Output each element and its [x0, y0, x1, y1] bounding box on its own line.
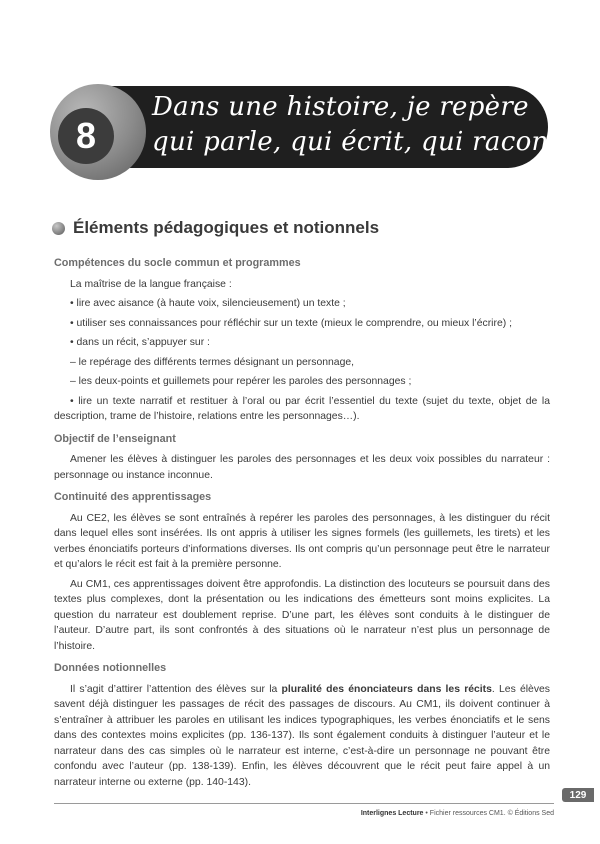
page-number: 129: [562, 788, 594, 802]
competence-item: • utiliser ses connaissances pour réfléchir sur un texte (mieux le comprendre, ou mieux l’écrire) ;: [70, 317, 512, 329]
footer-divider: [54, 803, 554, 804]
donnees-heading: Données notionnelles: [54, 662, 167, 674]
competence-item: – le repérage des différents termes désignant un personnage,: [70, 356, 355, 368]
footer-credit: [300, 810, 554, 817]
section-title-text: Éléments pédagogiques et notionnels: [73, 218, 380, 237]
continuite-paragraph-1: Au CE2, les élèves se sont entraînés à repérer les paroles des personnages, à les distinguer du récit dans lequel elles sont insérées. Ils ont appris à utiliser les signes formels (les guillemets, les tirets) et les verbes énonciatifs porteurs d’informations diverses. Ils ont compris qu’un personnage peut être le narrateur et qu’alors le récit est fait à la première personne.: [54, 512, 550, 570]
objectif-text: Amener les élèves à distinguer les paroles des personnages et les deux voix possibles du narrateur : personnage ou instance inconnue.: [54, 454, 550, 481]
footer-brand: Interlignes Lecture: [360, 810, 424, 817]
competence-item: • lire un texte narratif et restituer à l’oral ou par écrit l’essentiel du texte (sujet du texte, objet de la description, trame de l’histoire, relations entre les personnages…).: [54, 395, 550, 422]
competences-intro: La maîtrise de la langue française :: [70, 278, 232, 290]
objectif-heading: Objectif de l’enseignant: [54, 432, 176, 445]
competences-heading: Compétences du socle commun et programmes: [54, 257, 301, 269]
chapter-title: [152, 90, 576, 160]
section-title: [52, 218, 379, 238]
sphere-bullet-icon: [52, 222, 65, 235]
competence-item: – les deux-points et guillemets pour repérer les paroles des personnages ;: [70, 376, 412, 387]
continuite-heading: Continuité des apprentissages: [54, 491, 212, 503]
donnees-paragraph: [54, 682, 550, 791]
chapter-title-line-2: qui parle, qui écrit, qui raconte: [152, 127, 576, 157]
donnees-text-end: . Les élèves savent déjà distinguer les passages de récit des passages de discours. Au CM1, ils doivent continuer à s’entraîner à attribuer les paroles en utilisant les indices typographiques, les verbes énonciatifs et le sens dans des contextes moins explicites (pp. 136-137). Ils sont également conduits à distinguer l’auteur et le narrateur dans des cas simples où le narrateur est interne, c’est-à-dire un personnage ne pouvant être confondu avec l’auteur (pp. 138-139). Enfin, les élèves découvrent que le récit peut faire appel à un narrateur interne ou externe (pp. 140-143).: [54, 683, 550, 788]
donnees-emphasis: pluralité des énonciateurs dans les récits: [281, 683, 492, 695]
chapter-number: 8: [58, 108, 114, 164]
continuite-paragraph-2: Au CM1, ces apprentissages doivent être approfondis. La distinction des locuteurs se poursuit dans des textes plus complexes, dont la présentation ou les indications des émetteurs sont moins explicites. La question du narrateur est doublement reprise. D’une part, les élèves sont conduits à le distinguer de l’auteur. D’autre part, ils sont confrontés à des situations où le narrateur n’est plus un personnage de l’histoire.: [54, 578, 550, 652]
chapter-title-line-1: Dans une histoire, je repère: [152, 92, 529, 122]
competence-item: • lire avec aisance (à haute voix, silencieusement) un texte ;: [70, 298, 346, 309]
competence-item: • dans un récit, s’appuyer sur :: [70, 337, 210, 348]
page-content: [54, 256, 550, 794]
donnees-text-start: Il s’agit d’attirer l’attention des élèves sur la: [70, 683, 282, 695]
footer-credit-text: • Fichier ressources CM1. © Éditions Sed: [423, 810, 554, 817]
